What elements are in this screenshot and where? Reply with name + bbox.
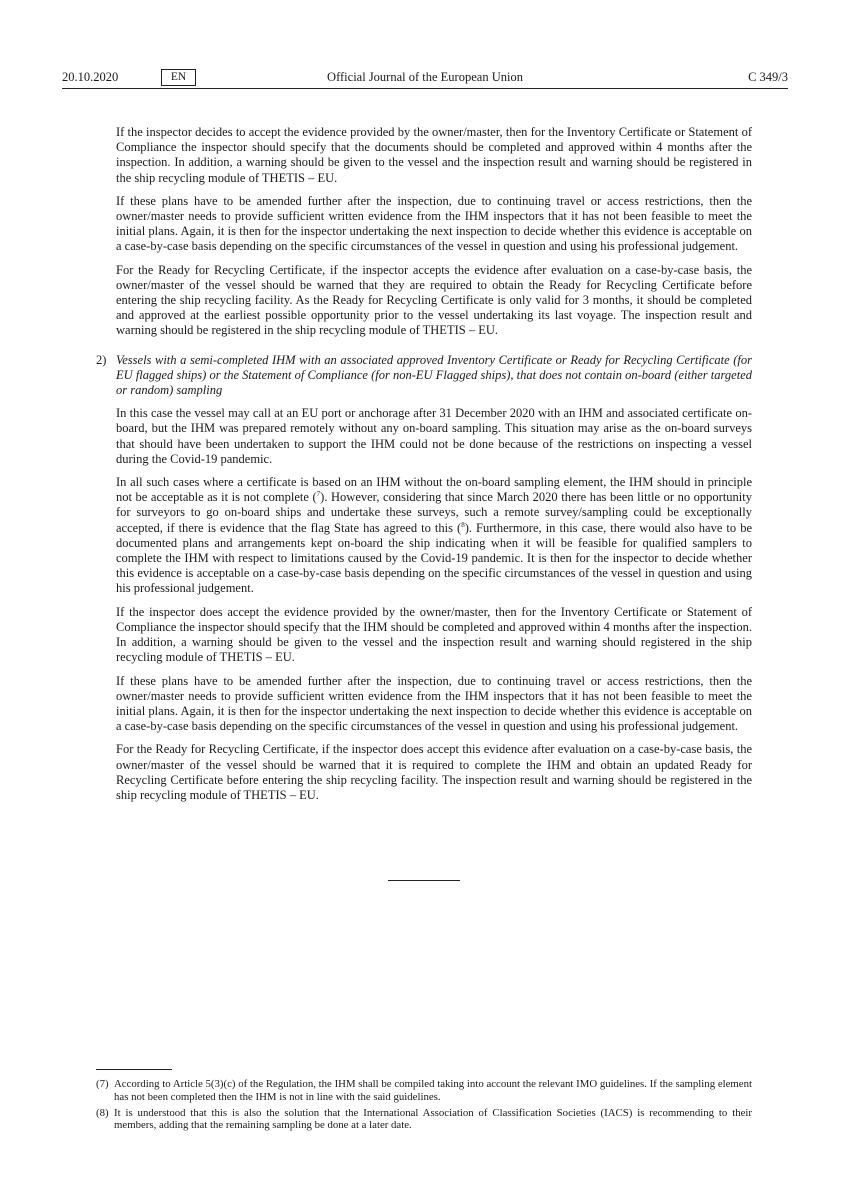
footnote-8	[96, 1107, 752, 1133]
paragraph: If these plans have to be amended further after the inspection, due to continuing travel or access restrictions, then the owner/master needs to provide sufficient written evidence from the IHM inspectors that it has not been feasible to meet the initial plans. Again, it is then for the inspector undertaking the next inspection to decide whether this evidence is acceptable on a case-by-case basis depending on the specific circumstances of the vessel in question and using his professional judgement.	[116, 673, 752, 734]
paragraph: For the Ready for Recycling Certificate, if the inspector accepts the evidence after evaluation on a case-by-case basis, the owner/master of the vessel should be warned that they are required to obtain the Ready for Recycling Certificate before entering the ship recycling facility. As the Ready for Recycling Certificate is only valid for 3 months, it should be completed and approved at the earliest possible opportunity prior to the vessel undertaking its last voyage. The inspection result and warning should be registered in the ship recycling module of THETIS – EU.	[116, 262, 752, 338]
numbered-item-2	[96, 352, 752, 803]
footnote-reference-7[interactable]: 7	[316, 490, 321, 499]
paragraph	[116, 475, 752, 597]
journal-reference: C 349/3	[748, 70, 788, 84]
language-badge: EN	[161, 69, 196, 86]
item-heading: Vessels with a semi-completed IHM with an associated approved Inventory Certificate or Ready for Recycling Certificate (for EU flagged ships) or the Statement of Compliance (for non-EU Flagged ships), that does not contain on-board (either targeted or random) sampling	[116, 352, 752, 398]
footnote-text: It is understood that this is also the solution that the International Association of Classification Societies (IACS) is recommending to their members, adding that the remaining sampling be done at a later date.	[114, 1106, 752, 1132]
footnote-reference-8[interactable]: 8	[461, 520, 465, 529]
text-run: In all such cases where a certificate is based on an IHM without the on-board sampling element, the IHM should in principle not be acceptable as it is not complete (	[116, 475, 752, 505]
paragraph: If the inspector decides to accept the evidence provided by the owner/master, then for the Inventory Certificate or Statement of Compliance the inspector should specify that the documents should be completed and approved within 4 months after the inspection. In addition, a warning should be given to the vessel and the inspection result and warning should be registered in the ship recycling module of THETIS – EU.	[116, 125, 752, 185]
paragraph: If the inspector does accept the evidence provided by the owner/master, then for the Inventory Certificate or Statement of Compliance the inspector should specify that the IHM should be completed and approved within 4 months after the inspection. In addition, a warning should be given to the vessel and the inspection result and warning should registered in the ship recycling module of THETIS – EU.	[116, 604, 752, 665]
paragraph: For the Ready for Recycling Certificate, if the inspector does accept this evidence after evaluation on a case-by-case basis, the owner/master of the vessel should be warned that it is required to complete the IHM and obtain an updated Ready for Recycling Certificate before entering the ship recycling facility. The inspection result and warning should be registered in the ship recycling module of THETIS – EU.	[116, 742, 752, 802]
item-number: 2)	[96, 352, 107, 367]
paragraph: In this case the vessel may call at an EU port or anchorage after 31 December 2020 with an IHM and associated certificate on-board, but the IHM was prepared remotely without any on-board sampling. This situation may arise as the on-board surveys that should have been undertaken to support the IHM could not be done because of the restrictions on inspecting a vessel during the Covid-19 pandemic.	[116, 406, 752, 466]
text-run: ). However, considering that since March 2020 there has been little or no opportunity for surveyors to go on-board ships and undertake these surveys, such a remote survey/sampling could be exceptionally accepted, if there is evidence that the flag State has agreed to this (	[116, 490, 752, 535]
footnote-separator	[96, 1069, 172, 1070]
main-text	[96, 125, 752, 811]
footnote-mark: (8)	[96, 1106, 109, 1119]
journal-title: Official Journal of the European Union	[327, 70, 523, 84]
end-of-text-rule	[388, 880, 460, 881]
footnote-text: According to Article 5(3)(c) of the Regulation, the IHM shall be compiled taking into account the relevant IMO guidelines. If the sampling element has not been completed then the IHM is not in line with the said guidelines.	[114, 1078, 752, 1103]
footnote-mark: (7)	[96, 1078, 109, 1090]
footnotes	[96, 1078, 752, 1135]
publication-date: 20.10.2020	[62, 70, 119, 84]
text-run: ). Furthermore, in this case, there would also have to be documented plans and arrangements kept on-board the ship indicating when it will be feasible for qualified samplers to complete the IHM with respect to limitations caused by the Covid-19 pandemic. It is then for the inspector to decide whether this evidence is acceptable on a case-by-case basis depending on the specific circumstances of the vessel in question and using his professional judgement.	[116, 520, 752, 596]
footnote-7	[96, 1078, 752, 1104]
page-header	[62, 68, 788, 89]
paragraph: If these plans have to be amended further after the inspection, due to continuing travel or access restrictions, then the owner/master needs to provide sufficient written evidence from the IHM inspectors that it has not been feasible to meet the initial plans. Again, it is then for the inspector undertaking the next inspection to decide whether this evidence is acceptable on a case-by-case basis depending on the specific circumstances of the vessel in question and using his professional judgement.	[116, 193, 752, 254]
